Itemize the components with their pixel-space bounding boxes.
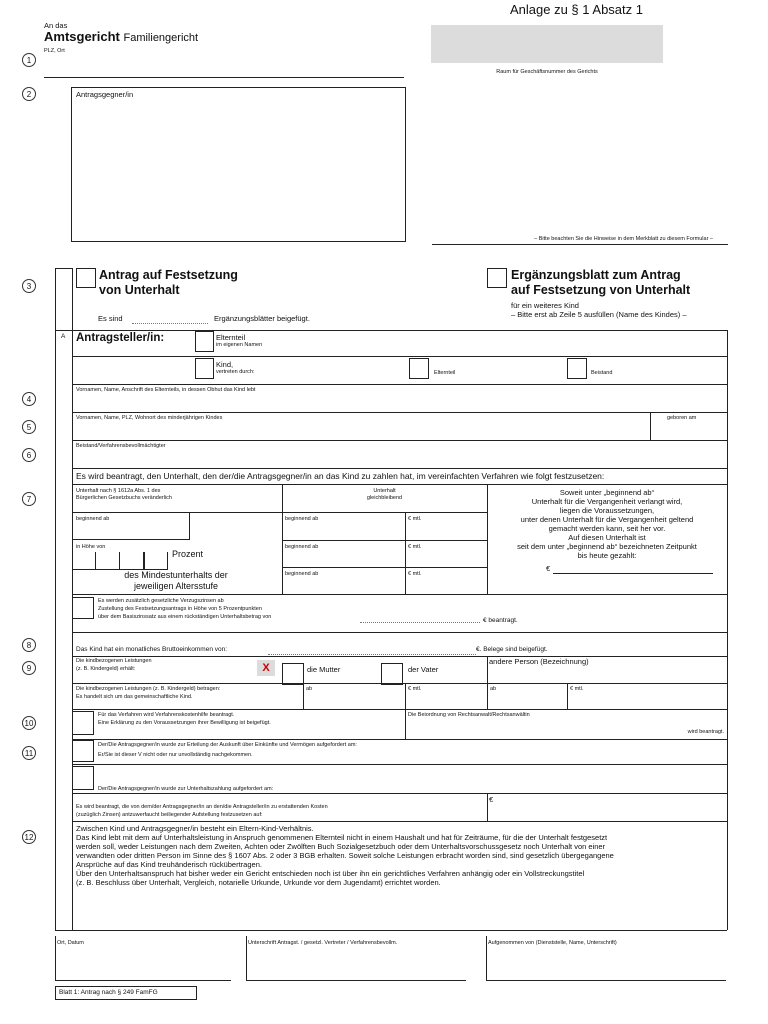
ergaenzungsblatt-title-line1: Ergänzungsblatt zum Antrag bbox=[511, 268, 681, 282]
andere-person-divider bbox=[487, 656, 488, 683]
vergangenheit-line-8: bis heute gezahlt: bbox=[577, 551, 637, 560]
im-eigenen-namen-label: im eigenen Namen bbox=[216, 342, 263, 348]
s12-line-5: Ansprüche auf das Kind treuhänderisch rückübertragen. bbox=[76, 860, 262, 869]
vergangenheit-euro: € bbox=[546, 564, 551, 573]
beginnend-ab-field-1[interactable] bbox=[72, 512, 190, 540]
auskunft-line-1: Der/Die Antragsgegner/in wurde zur Erteilung der Auskunft über Einkünfte und Vermögen aufgefordert am: bbox=[98, 742, 357, 748]
section-7-top bbox=[72, 484, 727, 485]
betraegt-emtl-1: € mtl. bbox=[408, 686, 422, 692]
s12-line-1: Zwischen Kind und Antragsgegner/in besteht ein Eltern-Kind-Verhältnis. bbox=[76, 824, 314, 833]
verzug-line: Der/Die Antragsgegner/in wurde zur Unterhaltszahlung aufgefordert am: bbox=[98, 786, 274, 792]
ort-datum-field[interactable] bbox=[55, 980, 231, 981]
belege-label: €. Belege sind beigefügt. bbox=[476, 646, 548, 653]
kind-label: Kind, bbox=[216, 360, 234, 369]
auskunft-row-bottom bbox=[72, 764, 727, 765]
row-number-7: 7 bbox=[22, 492, 36, 506]
row-number-12: 12 bbox=[22, 830, 36, 844]
antragsteller-label: Antragsteller/in: bbox=[76, 332, 165, 344]
gleichbleibend-row-1-bottom bbox=[282, 540, 487, 541]
vergangenheit-line-3: liegen die Voraussetzungen, bbox=[559, 506, 655, 515]
s12-line-4: verwandten oder dritten Person im Sinne des § 1607 Abs. 2 oder 3 BGB erhalten. Soweit solche Leistungen erbracht worden sind, sind gesetzlich übergegangene bbox=[76, 851, 614, 860]
gleichbleibend-subdivider bbox=[405, 512, 406, 594]
an-das-label: An das bbox=[44, 21, 68, 30]
zinsen-line-3: über dem Basiszinssatz aus einem rückständigen Unterhaltsbetrag von bbox=[98, 614, 272, 620]
section-7-col-divider-2 bbox=[487, 484, 488, 594]
betraegt-top bbox=[72, 683, 727, 684]
row-kind-top bbox=[72, 356, 727, 357]
prozent-field-4[interactable] bbox=[144, 552, 168, 570]
vergangenheit-line-4: unter denen Unterhalt für die Vergangenheit geltend bbox=[520, 515, 694, 524]
frame-bottom bbox=[55, 930, 727, 931]
vergangenheit-text bbox=[489, 488, 725, 560]
frame-top bbox=[55, 268, 72, 269]
bruttoeinkommen-label: Das Kind hat ein monatliches Bruttoeinkommen von: bbox=[76, 646, 228, 653]
vertreten-elternteil-checkbox[interactable] bbox=[409, 358, 429, 379]
x-mark: X bbox=[257, 660, 275, 676]
auskunft-checkbox[interactable] bbox=[72, 740, 94, 762]
ergaenzungsblatt-checkbox[interactable] bbox=[487, 268, 507, 288]
mutter-label: die Mutter bbox=[307, 665, 341, 674]
wird-beantragt-label: wird beantragt. bbox=[687, 729, 724, 735]
betraegt-line-2: Es handelt sich um das gemeinschaftliche Kind. bbox=[76, 694, 193, 700]
gleichbleibend-beginnend-3: beginnend ab bbox=[285, 571, 319, 577]
row-number-8: 8 bbox=[22, 638, 36, 652]
zinsen-top bbox=[72, 594, 727, 595]
mindestunterhalt-label-2: jeweiligen Altersstufe bbox=[133, 581, 219, 591]
beginnend-ab-label-1: beginnend ab bbox=[76, 516, 110, 522]
vergangenheit-line-2: Unterhalt für die Vergangenheit verlangt wird, bbox=[531, 497, 683, 506]
geboren-am-label: geboren am bbox=[667, 415, 697, 421]
aufgenommen-left bbox=[486, 936, 487, 980]
section-a-top bbox=[55, 330, 727, 331]
vkh-line-1: Für das Verfahren wird Verfahrenskostenhilfe beantragt. bbox=[98, 712, 235, 718]
kosten-line-2: (zuzüglich Zinsen) antzuwerfaucht beiliegender Aufstellung festzusetzen auf: bbox=[76, 812, 263, 818]
vater-label: der Vater bbox=[408, 665, 439, 674]
row-6-label: Beistand/Verfahrensbevollmächtigter bbox=[76, 443, 166, 449]
section-8-top bbox=[72, 632, 727, 633]
es-wird-top bbox=[72, 468, 727, 469]
beistand-checkbox[interactable] bbox=[567, 358, 587, 379]
antrag-title-line1: Antrag auf Festsetzung bbox=[99, 268, 238, 282]
gleichbleibend-field-1[interactable] bbox=[283, 524, 403, 538]
row-number-4: 4 bbox=[22, 392, 36, 406]
kosten-euro: € bbox=[489, 795, 494, 804]
vergangenheit-line-7: seit dem unter „beginnend ab“ bezeichneten Zeitpunkt bbox=[517, 542, 697, 551]
zinsen-checkbox[interactable] bbox=[72, 597, 94, 619]
row-number-9: 9 bbox=[22, 661, 36, 675]
kosten-line-1: Es wird beantragt, die von dem/der Antragsgegner/in an den/die Antragsteller/in zu erstattenden Kosten bbox=[76, 804, 328, 810]
ort-datum-label: Ort, Datum bbox=[57, 940, 84, 946]
gleichbleibend-field-3[interactable] bbox=[283, 579, 403, 593]
es-wird-beantragt-text: Es wird beantragt, den Unterhalt, den der/die Antragsgegner/in an das Kind zu zahlen hat, im vereinfachten Verfahren wie folgt festzusetzen: bbox=[76, 471, 605, 481]
hinweis-underline bbox=[432, 244, 728, 245]
row-number-10: 10 bbox=[22, 716, 36, 730]
es-sind-label: Es sind bbox=[98, 314, 123, 323]
hinweis-label: – Bitte beachten Sie die Hinweise in dem Merkblatt zu diesem Formular – bbox=[534, 236, 713, 242]
row-4-top bbox=[72, 384, 727, 385]
ergaenzungsblatt-title-line2: auf Festsetzung von Unterhalt bbox=[511, 283, 691, 297]
vertreten-elternteil-label: Elternteil bbox=[434, 370, 456, 376]
vergangenheit-line-5: gemacht werden kann, seit her vor. bbox=[548, 524, 666, 533]
kosten-divider bbox=[487, 793, 488, 821]
veraenderlich-label-1: Unterhalt nach § 1612a Abs. 1 des bbox=[76, 488, 161, 494]
gleichbleibend-label-1: Unterhalt bbox=[373, 488, 396, 494]
antragsgegner-box[interactable] bbox=[71, 87, 406, 242]
row-number-6: 6 bbox=[22, 448, 36, 462]
row-number-3: 3 bbox=[22, 279, 36, 293]
kosten-amount-field[interactable] bbox=[497, 805, 722, 819]
blatt-label: Blatt 1: Antrag nach § 249 FamFG bbox=[59, 989, 158, 996]
kindbezogen-erhaelt-2: (z. B. Kindergeld) erhält: bbox=[76, 666, 136, 672]
row-4-label: Vornamen, Name, Anschrift des Elternteils, in dessen Obhut das Kind lebt bbox=[76, 387, 256, 393]
gleichbleibend-beginnend-2: beginnend ab bbox=[285, 544, 319, 550]
verzug-checkbox[interactable] bbox=[72, 766, 94, 790]
unterschrift-field[interactable] bbox=[246, 980, 466, 981]
beiordnung-divider bbox=[405, 709, 406, 739]
bruttoeinkommen-field[interactable] bbox=[268, 654, 476, 655]
section-9-top bbox=[72, 656, 727, 657]
row-number-11: 11 bbox=[22, 746, 36, 760]
row-number-5: 5 bbox=[22, 420, 36, 434]
section-10-top bbox=[72, 709, 727, 710]
betraegt-div-4 bbox=[567, 683, 568, 709]
aufgenommen-field[interactable] bbox=[486, 980, 726, 981]
row-5-divider bbox=[650, 412, 651, 440]
ergaenzungsblaetter-count-field[interactable] bbox=[132, 323, 208, 324]
row-6-field[interactable] bbox=[76, 452, 721, 466]
zinsen-line-1: Es werden zusätzlich gesetzliche Verzugszinsen ab bbox=[98, 598, 224, 604]
kind-checkbox[interactable] bbox=[195, 358, 214, 379]
row-5-field[interactable] bbox=[76, 424, 646, 438]
gleichbleibend-emtl-1: € mtl. bbox=[408, 516, 422, 522]
plz-ort-label: PLZ, Ort bbox=[44, 48, 65, 54]
betraegt-ab-2: ab bbox=[490, 686, 497, 692]
amtsgericht-label: Amtsgericht bbox=[44, 29, 120, 44]
section-11-top bbox=[72, 739, 727, 740]
ergaenzungsblaetter-label: Ergänzungsblätter beigefügt. bbox=[214, 314, 310, 323]
s12-line-2: Das Kind lebt mit dem auf Unterhaltsleistung in Anspruch genommenen Elternteil nicht in einem Haushalt und hat für Zeiträume, für die der Unterhalt festgesetzt bbox=[76, 833, 608, 842]
prozent-field-3[interactable] bbox=[120, 552, 144, 570]
section-12-text bbox=[76, 824, 726, 887]
gleichbleibend-beginnend-1: beginnend ab bbox=[285, 516, 319, 522]
ergaenzungsblatt-sub2: – Bitte erst ab Zeile 5 ausfüllen (Name des Kindes) – bbox=[511, 310, 687, 319]
gleichbleibend-field-2[interactable] bbox=[283, 552, 403, 566]
ort-datum-left bbox=[55, 936, 56, 980]
row-number-1: 1 bbox=[22, 53, 36, 67]
verzug-row-bottom bbox=[72, 793, 727, 794]
anlage-label: Anlage zu § 1 Absatz 1 bbox=[510, 2, 643, 17]
betraegt-ab-1: ab bbox=[306, 686, 313, 692]
betraegt-div-3 bbox=[487, 683, 488, 709]
section-12-top bbox=[72, 821, 727, 822]
elternteil-label: Elternteil bbox=[216, 333, 246, 342]
antrag-title-line2: von Unterhalt bbox=[99, 283, 180, 297]
vergangenheit-line-6: Auf diesen Unterhalt ist bbox=[568, 533, 646, 542]
court-reference-box bbox=[431, 25, 663, 63]
unterschrift-label: Unterschrift Antragst. / gesetzl. Vertreter / Verfahrensbevollm. bbox=[248, 940, 398, 946]
zinsen-line-2: Zustellung des Festsetzungsantrags in Höhe von 5 Prozentpunkten bbox=[98, 606, 262, 612]
court-address-field[interactable] bbox=[44, 77, 404, 78]
vkh-line-2: Eine Erklärung zu den Voraussetzungen ihrer Bewilligung ist beigefügt. bbox=[98, 720, 271, 726]
vkh-checkbox[interactable] bbox=[72, 711, 94, 735]
mutter-checkbox[interactable] bbox=[282, 663, 304, 685]
zinsen-amount-field[interactable] bbox=[360, 622, 480, 623]
section-a-letter: A bbox=[61, 333, 66, 340]
vergangenheit-line-1: Soweit unter „beginnend ab“ bbox=[559, 488, 655, 497]
blatt-label-box bbox=[55, 986, 197, 1000]
antragsgegner-label: Antragsgegner/in bbox=[76, 90, 134, 99]
aufgenommen-label: Aufgenommen von (Dienststelle, Name, Unterschrift) bbox=[488, 940, 617, 946]
ergaenzungsblatt-sub1: für ein weiteres Kind bbox=[511, 301, 579, 310]
veraenderlich-label-2: Bürgerlichen Gesetzbuchs veränderlich bbox=[76, 495, 172, 501]
betraegt-div-1 bbox=[303, 683, 304, 709]
vertreten-durch-label: vertreten durch: bbox=[216, 369, 255, 375]
antrag-title bbox=[99, 268, 238, 298]
ergaenzungsblatt-title bbox=[511, 268, 690, 298]
prozent-label: Prozent bbox=[172, 549, 204, 559]
familiengericht-label: Familiengericht bbox=[123, 32, 199, 44]
court-title bbox=[44, 29, 198, 44]
vergangenheit-amount-line[interactable] bbox=[553, 573, 713, 574]
s12-line-6: Über den Unterhaltsanspruch hat bisher weder ein Gericht entschieden noch ist über ihn ein gerichtliches Verfahren anhängig oder ein Vollstreckungstitel bbox=[76, 869, 585, 878]
row-5-label: Vornamen, Name, PLZ, Wohnort des minderjährigen Kindes bbox=[76, 415, 223, 421]
row-number-2: 2 bbox=[22, 87, 36, 101]
beiordnung-label: Die Beiordnung von Rechtsanwalt/Rechtsanwältin bbox=[408, 712, 530, 718]
zinsen-beantragt: € beantragt. bbox=[483, 617, 518, 624]
elternteil-checkbox[interactable] bbox=[195, 331, 214, 352]
kindbezogen-erhaelt-1: Die kindbezogenen Leistungen bbox=[76, 658, 152, 664]
beistand-label: Beistand bbox=[591, 370, 613, 376]
row-5-top bbox=[72, 412, 727, 413]
vater-checkbox[interactable] bbox=[381, 663, 403, 685]
auskunft-line-2: Er/Sie ist dieser V nicht oder nur unvollständig nachgekommen. bbox=[98, 752, 253, 758]
prozent-field-1[interactable] bbox=[72, 552, 96, 570]
gleichbleibend-label-2: gleichbleibend bbox=[366, 495, 403, 501]
row-4-field[interactable] bbox=[76, 396, 721, 410]
gleichbleibend-emtl-3: € mtl. bbox=[408, 571, 422, 577]
mindestunterhalt-label-1: des Mindestunterhalts der bbox=[124, 570, 228, 580]
antrag-checkbox[interactable] bbox=[76, 268, 96, 288]
raum-label: Raum für Geschäftsnummer des Gerichts bbox=[496, 69, 598, 75]
frame-left-outer bbox=[55, 268, 56, 930]
prozent-field-2[interactable] bbox=[96, 552, 120, 570]
betraegt-line-1: Die kindbezogenen Leistungen (z. B. Kindergeld) betragen: bbox=[76, 686, 221, 692]
gleichbleibend-row-2-bottom bbox=[282, 567, 487, 568]
gleichbleibend-emtl-2: € mtl. bbox=[408, 544, 422, 550]
s12-line-7: (z. B. Beschluss über Unterhalt, Vergleich, notarielle Urkunde, Urkunde vor dem Jugendamt) errichtet worden. bbox=[76, 878, 441, 887]
frame-right bbox=[727, 330, 728, 930]
betraegt-emtl-2: € mtl. bbox=[570, 686, 584, 692]
andere-person-label: andere Person (Bezeichnung) bbox=[489, 657, 589, 666]
betraegt-div-2 bbox=[405, 683, 406, 709]
in-hoehe-von-label: in Höhe von bbox=[76, 544, 106, 550]
s12-line-3: werden soll, weder Leistungen nach dem Zweiten, Achten oder Zwölften Buch Sozialgesetzbuch oder dem Unterhaltsvorschussgesetz noch Unterhalt von einer bbox=[76, 842, 606, 851]
unterschrift-left bbox=[246, 936, 247, 980]
row-6-top bbox=[72, 440, 727, 441]
